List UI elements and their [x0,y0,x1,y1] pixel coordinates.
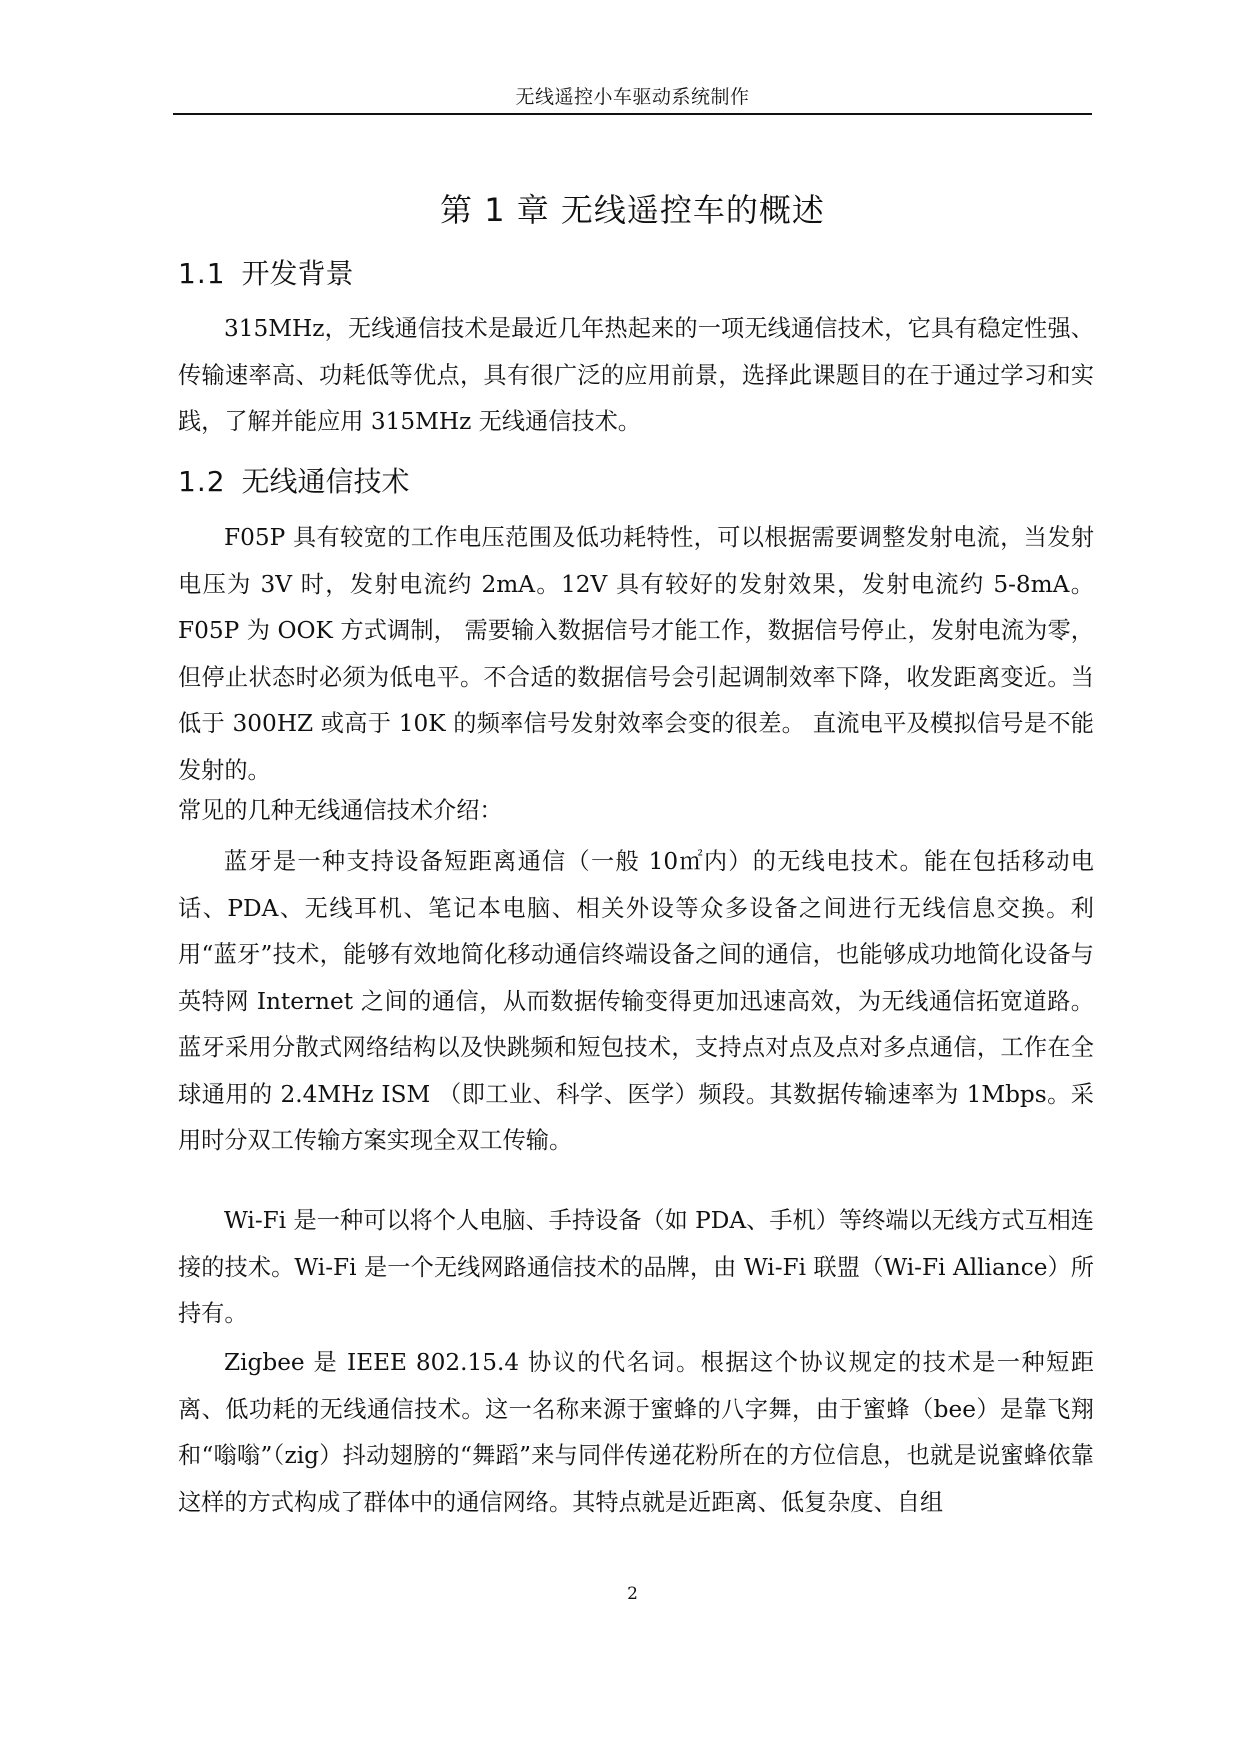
paragraph: 315MHz，无线通信技术是最近几年热起来的一项无线通信技术，它具有稳定性强、传输速率高、功耗低等优点，具有很广泛的应用前景，选择此课题目的在于通过学习和实践，了解并能应用 315MHz 无线通信技术。 [178,315,1094,435]
paragraph-bluetooth: 蓝牙是一种支持设备短距离通信（一般 10㎡内）的无线电技术。能在包括移动电话、PDA、无线耳机、笔记本电脑、相关外设等众多设备之间进行无线信息交换。利用“蓝牙”技术，能够有效地简化移动通信终端设备之间的通信，也能够成功地简化设备与英特网 Internet 之间的通信，从而数据传输变得更加迅速高效，为无线通信拓宽道路。蓝牙采用分散式网络结构以及快跳频和短包技术，支持点对点及点对多点通信，工作在全球通用的 2.4MHz ISM （即工业、科学、医学）频段。其数据传输速率为 1Mbps。采用时分双工传输方案实现全双工传输。 [178,848,1094,1154]
running-header: 无线遥控小车驱动系统制作 [515,86,750,108]
header-rule [173,113,1092,115]
paragraph-zigbee: Zigbee 是 IEEE 802.15.4 协议的代名词。根据这个协议规定的技术是一种短距离、低功耗的无线通信技术。这一名称来源于蜜蜂的八字舞，由于蜜蜂（bee）是靠飞翔和“嗡嗡”（zig）抖动翅膀的“舞蹈”来与同伴传递花粉所在的方位信息，也就是说蜜蜂依靠这样的方式构成了群体中的通信网络。其特点就是近距离、低复杂度、自组 [178,1349,1094,1516]
section-heading-1-1 [178,254,1078,294]
chapter-title: 第 1 章 无线遥控车的概述 [440,191,825,229]
section-title-text: 开发背景 [241,257,354,290]
section-number: 1.2 [178,465,226,498]
paragraph-intro: 常见的几种无线通信技术介绍： [178,797,503,824]
paragraph: F05P 具有较宽的工作电压范围及低功耗特性，可以根据需要调整发射电流，当发射电压为 3V 时，发射电流约 2mA。12V 具有较好的发射效果，发射电流约 5-8mA。F05P 为 OOK 方式调制， 需要输入数据信号才能工作，数据信号停止，发射电流为零，但停止状态时必须为低电平。不合适的数据信号会引起调制效率下降，收发距离变近。当低于 300HZ 或高于 10K 的频率信号发射效率会变的很差。 直流电平及模拟信号是不能发射的。 [178,524,1094,784]
section-heading-1-2 [178,462,1078,502]
section-title-text: 无线通信技术 [241,465,410,498]
section-number: 1.1 [178,257,226,290]
paragraph-wifi: Wi-Fi 是一种可以将个人电脑、手持设备（如 PDA、手机）等终端以无线方式互相连接的技术。Wi-Fi 是一个无线网路通信技术的品牌，由 Wi-Fi 联盟（Wi-Fi Alliance）所持有。 [178,1207,1094,1327]
page-number: 2 [627,1584,638,1604]
